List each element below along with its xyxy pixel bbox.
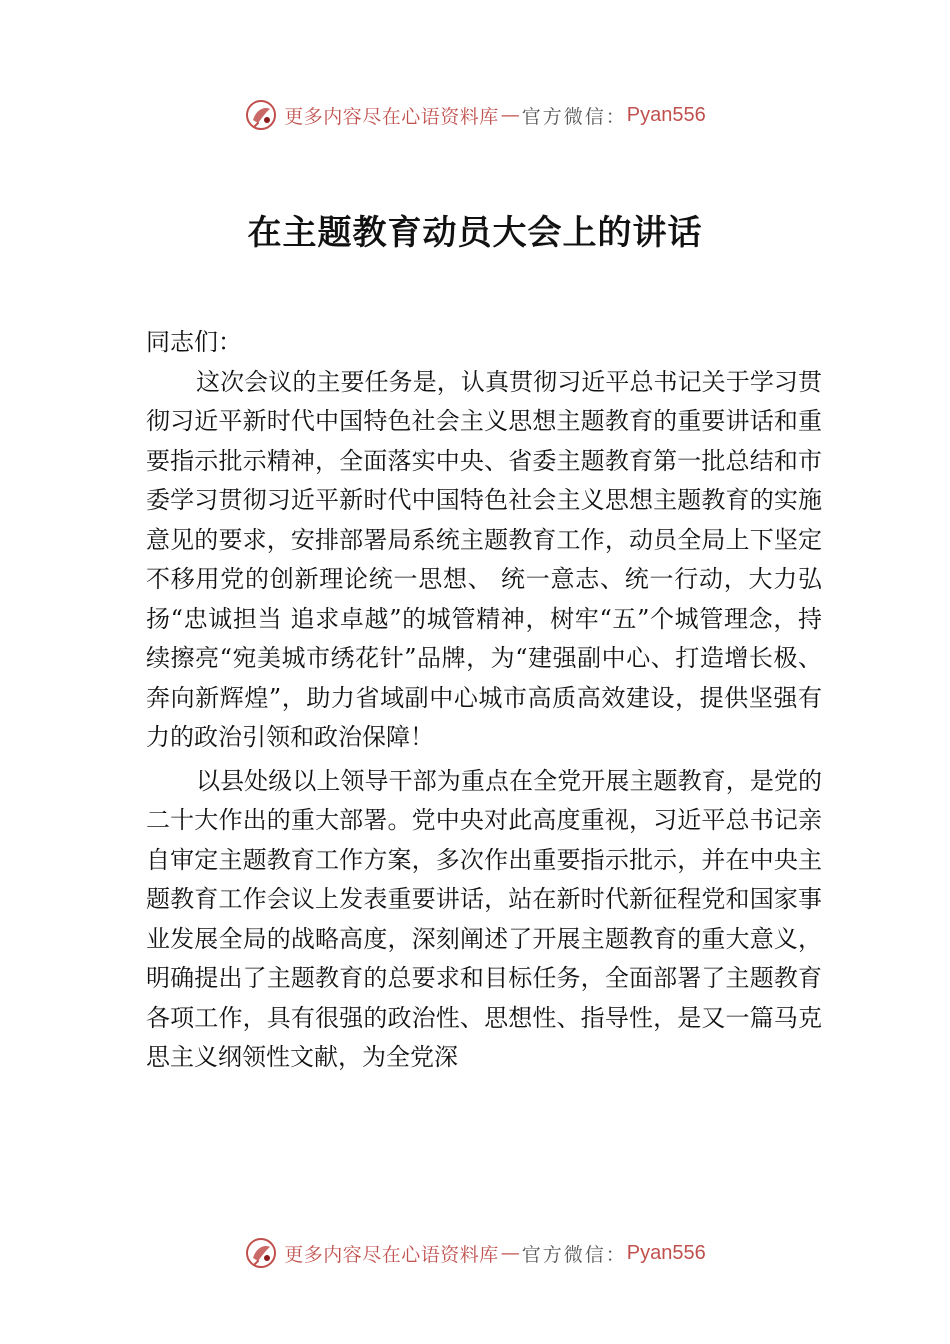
greeting: 同志们： <box>146 328 242 356</box>
watermark-wechat-id: Pyan556 <box>626 103 706 126</box>
document-body <box>146 323 822 1078</box>
watermark-wechat-id: Pyan556 <box>626 1241 706 1264</box>
header-watermark <box>0 95 950 135</box>
paragraph-2: 以县处级以上领导干部为重点在全党开展主题教育，是党的二十大作出的重大部署。党中央对此高度重视，习近平总书记亲自审定主题教育工作方案，多次作出重要指示批示，并在中央主题教育工作会议上发表重要讲话，站在新时代新征程党和国家事业发展全局的战略高度，深刻阐述了开展主题教育的重大意义，明确提出了主题教育的总要求和目标任务，全面部署了主题教育各项工作，具有很强的政治性、思想性、指导性，是又一篇马克思主义纲领性文献，为全党深 <box>146 766 822 1071</box>
paragraph-1: 这次会议的主要任务是，认真贯彻习近平总书记关于学习贯彻习近平新时代中国特色社会主义思想主题教育的重要讲话和重要指示批示精神，全面落实中央、省委主题教育第一批总结和市委学习贯彻习近平新时代中国特色社会主义思想主题教育的实施意见的要求，安排部署局系统主题教育工作，动员全局上下坚定不移用党的创新理论统一思想、 统一意志、统一行动，大力弘扬“忠诚担当 追求卓越”的城管精神，树牢“五”个城管理念，持续擦亮“宛美城市绣花针”品牌，为“建强副中心、打造增长极、奔向新辉煌”，助力省域副中心城市高质高效建设，提供坚强有力的政治引领和政治保障！ <box>146 367 822 751</box>
watermark-separator: — <box>500 1242 520 1264</box>
xinyu-logo-icon <box>244 98 278 132</box>
document-title: 在主题教育动员大会上的讲话 <box>247 213 703 253</box>
watermark-separator: — <box>500 104 520 126</box>
footer-watermark <box>0 1233 950 1273</box>
xinyu-logo-icon <box>244 1236 278 1270</box>
watermark-main-text: 更多内容尽在心语资料库 <box>284 105 499 128</box>
watermark-main-text: 更多内容尽在心语资料库 <box>284 1243 499 1266</box>
watermark-wechat-label: 官方微信： <box>521 1243 627 1266</box>
watermark-wechat-label: 官方微信： <box>521 105 627 128</box>
